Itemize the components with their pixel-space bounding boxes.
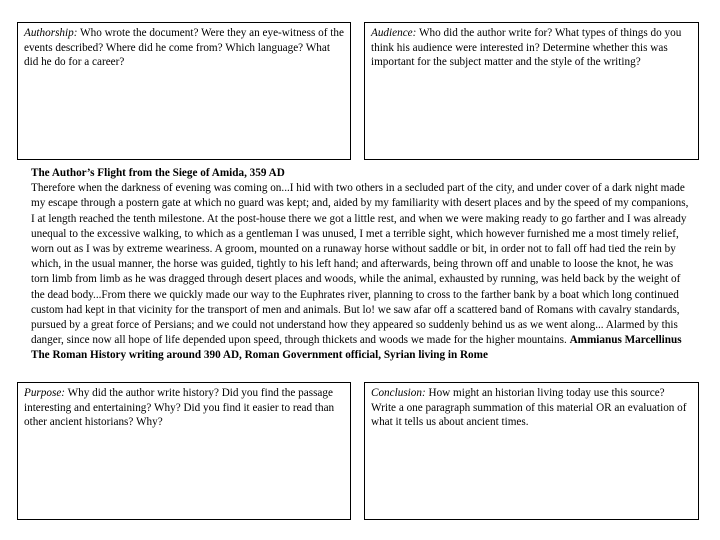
purpose-box xyxy=(17,382,351,520)
passage-citation: Ammianus Marcellinus The Roman History writing around 390 AD, Roman Government official, Syrian living in Rome xyxy=(31,334,682,362)
audience-prompt: Who did the author write for? What types of things do you think his audience were interested in? Determine whether this was important for the subject matter and the style of the writing? xyxy=(371,27,682,69)
authorship-box xyxy=(17,22,351,160)
source-passage xyxy=(31,166,691,364)
audience-label: Audience: xyxy=(371,27,417,39)
authorship-prompt: Who wrote the document? Were they an eye-witness of the events described? Where did he come from? Which language? What did he do for a career? xyxy=(24,27,344,69)
passage-body: Therefore when the darkness of evening was coming on...I hid with two others in a secluded part of the city, and under cover of a dark night made my escape through a postern gate at which no guard was kept; and, aided by my familiarity with desert places and by the speed of my companions, I at length reached the tenth milestone. At the post-house there we got a little rest, and when we were making ready to go farther and I was already unequal to the excessive walking, to which as a gentleman I was unused, I met a terrible sight, which however furnished me a most timely relief, worn out as I was by extreme weariness. A groom, mounted on a runaway horse without saddle or bit, in order not to fall off had tied the rein by which, in the usual manner, the horse was guided, tightly to his left hand; and afterwards, being thrown off and unable to loose the knot, he was torn limb from limb as he was dragged through desert places and woods, while the animal, exhausted by running, was held back by the weight of the dead body...From there we quickly made our way to the Euphrates river, planning to cross to the farther bank by a boat which long continued custom had kept in that vicinity for the transport of men and animals. But lo! we saw afar off a scattered band of Romans with cavalry standards, pursued by a great force of Persians; and we could not understand how they appeared so suddenly behind us as we went along... Alarmed by this danger, since now all hope of life depended upon speed, through thickets and woods we made for the higher mountains. xyxy=(31,182,689,347)
purpose-prompt: Why did the author write history? Did you find the passage interesting and entertaining? Why? Did you find it easier to read than other ancient historians? Why? xyxy=(24,387,335,429)
audience-box xyxy=(364,22,699,160)
passage-title: The Author’s Flight from the Siege of Amida, 359 AD xyxy=(31,167,285,179)
authorship-label: Authorship: xyxy=(24,27,78,39)
conclusion-label: Conclusion: xyxy=(371,387,426,399)
conclusion-box xyxy=(364,382,699,520)
conclusion-prompt: How might an historian living today use this source? Write a one paragraph summation of this material OR an evaluation of what it tells us about ancient times. xyxy=(371,387,687,429)
purpose-label: Purpose: xyxy=(24,387,66,399)
